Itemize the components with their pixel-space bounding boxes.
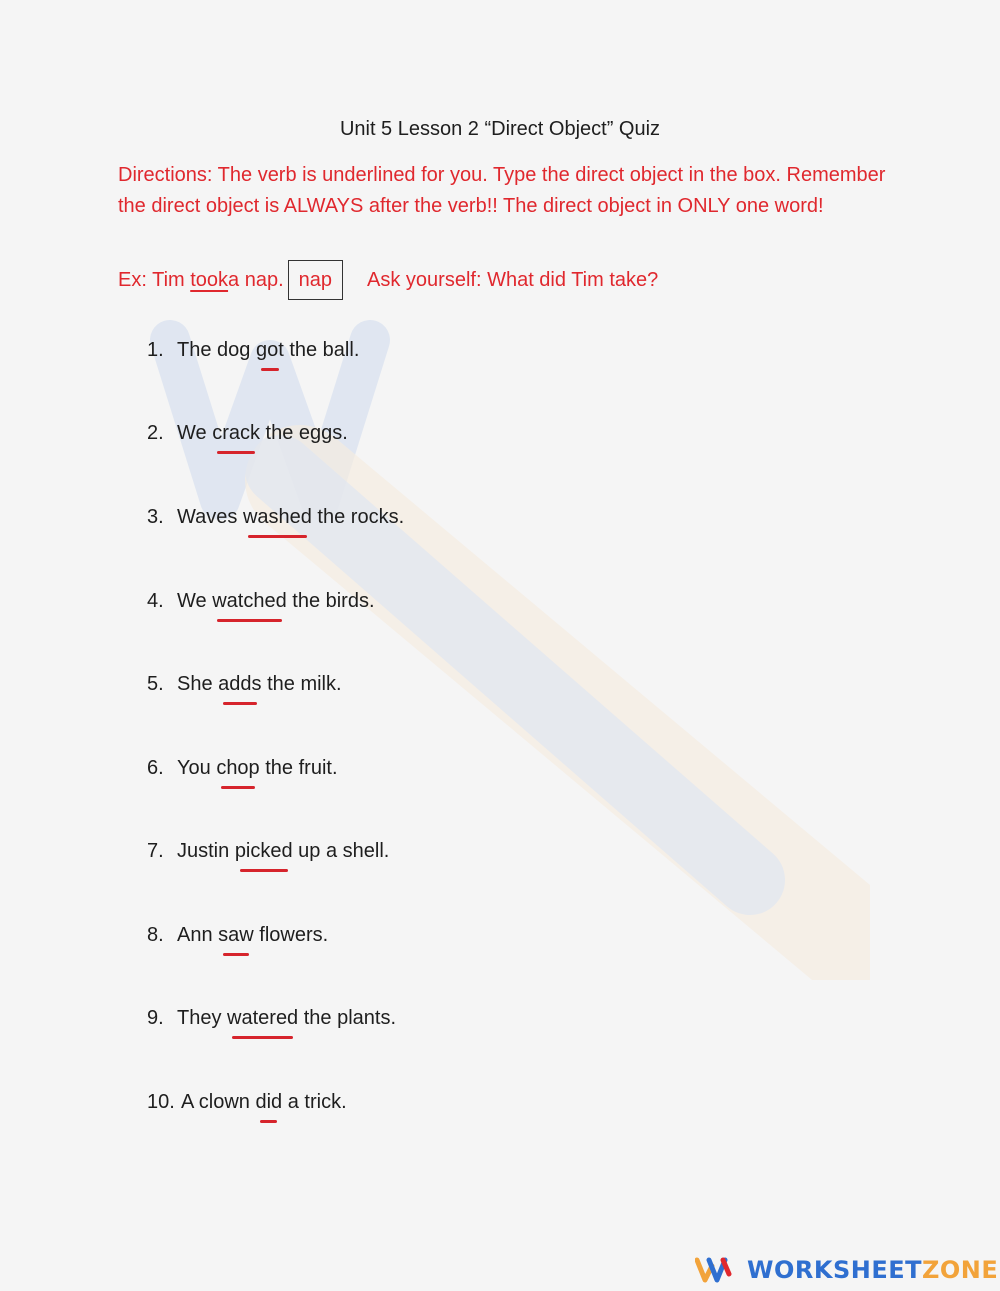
question-verb: saw [218,924,254,946]
question-4 [147,590,375,613]
question-text: You [177,757,217,779]
question-text: Justin [177,840,235,862]
worksheetzone-logo[interactable] [695,1256,998,1284]
example-line [118,260,658,300]
question-text: They [177,1007,228,1029]
question-text: Ann [177,924,219,946]
question-verb: chop [216,757,260,779]
question-8 [147,924,328,947]
question-10 [147,1091,347,1114]
question-text: the eggs. [260,422,348,444]
question-number: 6. [147,757,164,779]
logo-text-zone: ZONE [921,1256,999,1284]
directions-text: Directions: The verb is underlined for you. Type the direct object in the box. Remember the direct object is ALWAYS after the verb!! The direct object in ONLY one word! [118,164,886,217]
question-text: She [177,673,219,695]
question-verb: got [255,339,284,361]
question-6 [147,757,338,780]
question-verb: watched [212,590,287,612]
question-number: 7. [147,840,164,862]
question-text: the plants. [298,1007,397,1029]
question-text: flowers. [253,924,329,946]
question-text: Waves [177,506,243,528]
question-text: a trick. [282,1091,347,1113]
question-text: the milk. [261,673,342,695]
question-3 [147,506,404,529]
question-number: 5. [147,673,164,695]
question-7 [147,840,389,863]
question-verb: picked [234,840,293,862]
question-text: the rocks. [311,506,405,528]
question-verb: crack [212,422,260,444]
question-text: We [177,590,213,612]
question-text: The dog [177,339,256,361]
question-text: A clown [181,1091,256,1113]
question-number: 8. [147,924,164,946]
quiz-title: Unit 5 Lesson 2 “Direct Object” Quiz [339,118,661,140]
logo-text-worksheet: WORKSHEET [747,1256,922,1284]
question-verb: adds [218,673,262,695]
question-number: 3. [147,506,164,528]
question-verb: watered [227,1007,299,1029]
example-prefix: Ex: Tim [118,268,185,291]
example-suffix: a nap. [228,268,284,291]
example-hint: Ask yourself: What did Tim take? [367,268,659,291]
question-number: 4. [147,590,164,612]
question-text: the birds. [286,590,375,612]
question-number: 10. [147,1091,175,1113]
question-1 [147,339,359,362]
question-text: We [177,422,213,444]
question-5 [147,673,342,696]
watermark-logo-icon [150,300,870,980]
question-9 [147,1007,396,1030]
question-number: 9. [147,1007,164,1029]
example-answer-box: nap [288,260,343,300]
question-text: the fruit. [259,757,338,779]
worksheetzone-w-icon [695,1256,735,1284]
question-verb: did [255,1091,283,1113]
example-verb: took [190,268,229,291]
question-number: 1. [147,339,164,361]
question-2 [147,422,348,445]
question-text: the ball. [283,339,360,361]
question-verb: washed [242,506,312,528]
question-text: up a shell. [292,840,390,862]
question-number: 2. [147,422,164,444]
